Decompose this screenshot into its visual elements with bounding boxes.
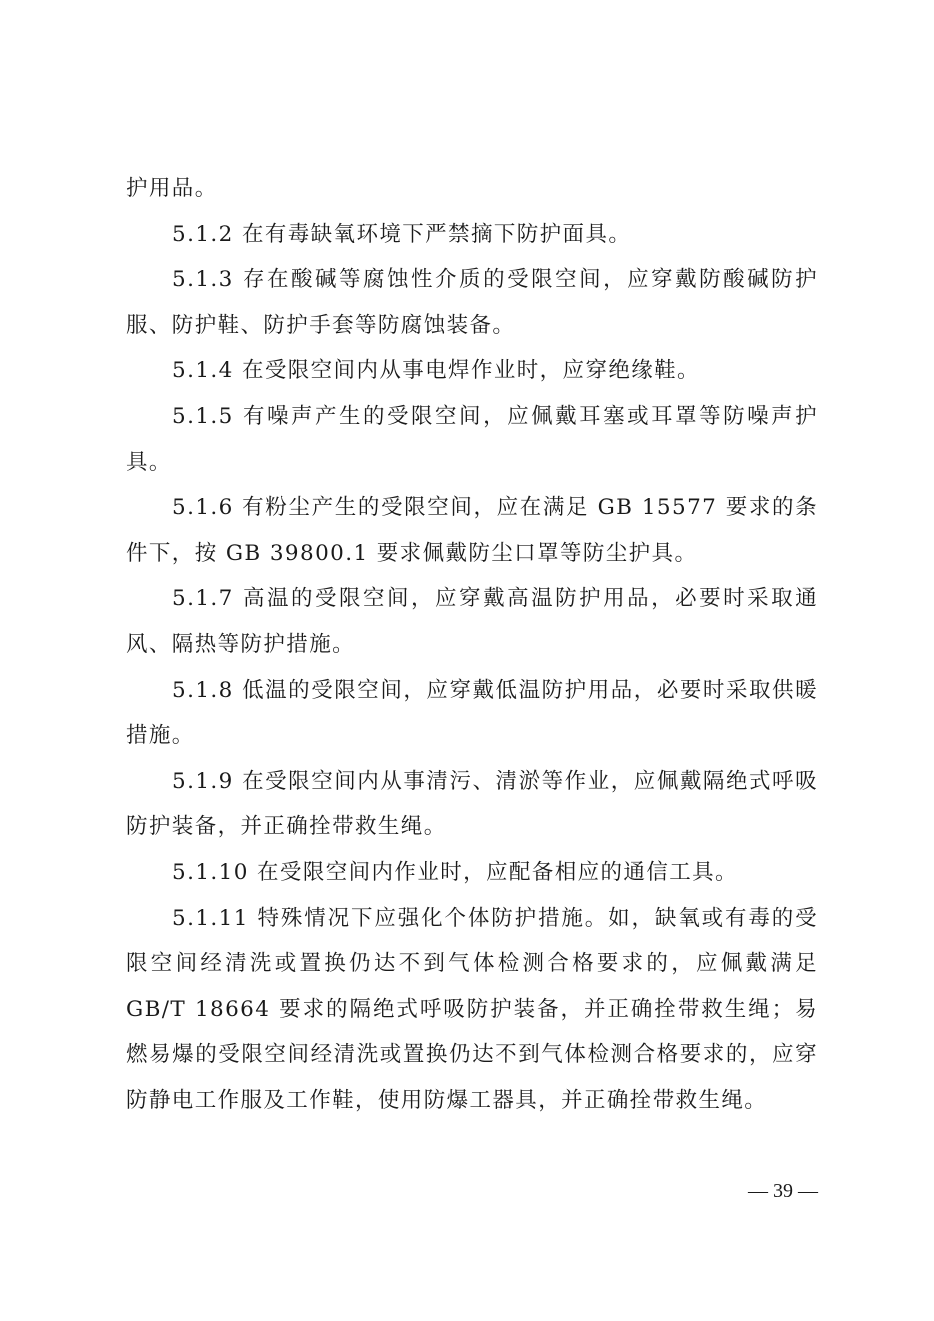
paragraph-continuation: 护用品。 xyxy=(126,176,218,201)
clause-5-1-3: 5.1.3 存在酸碱等腐蚀性介质的受限空间，应穿戴防酸碱防护服、防护鞋、防护手套等防腐蚀装备。 xyxy=(126,267,818,338)
clause-5-1-8: 5.1.8 低温的受限空间，应穿戴低温防护用品，必要时采取供暖措施。 xyxy=(126,677,818,749)
clause-5-1-11: 5.1.11 特殊情况下应强化个体防护措施。如，缺氧或有毒的受限空间经清洗或置换仍达不到气体检测合格要求的，应佩戴满足 GB/T 18664 要求的隔绝式呼吸防护装备，并正确拴带救生绳；易燃易爆的受限空间经清洗或置换仍达不到气体检测合格要求的，应穿防静电工作服及工作鞋，使用防爆工器具，并正确拴带救生绳。 xyxy=(126,905,818,1113)
clause-5-1-6: 5.1.6 有粉尘产生的受限空间，应在满足 GB 15577 要求的条件下，按 GB 39800.1 要求佩戴防尘口罩等防尘护具。 xyxy=(126,495,818,566)
document-body xyxy=(126,166,818,1123)
clause-5-1-7: 5.1.7 高温的受限空间，应穿戴高温防护用品，必要时采取通风、隔热等防护措施。 xyxy=(126,586,818,657)
clause-5-1-4: 5.1.4 在受限空间内从事电焊作业时，应穿绝缘鞋。 xyxy=(172,358,700,384)
clause-5-1-5: 5.1.5 有噪声产生的受限空间，应佩戴耳塞或耳罩等防噪声护具。 xyxy=(126,403,818,475)
clause-5-1-10: 5.1.10 在受限空间内作业时，应配备相应的通信工具。 xyxy=(172,859,738,885)
clause-5-1-9: 5.1.9 在受限空间内从事清污、清淤等作业，应佩戴隔绝式呼吸防护装备，并正确拴带救生绳。 xyxy=(126,768,818,840)
clause-5-1-2: 5.1.2 在有毒缺氧环境下严禁摘下防护面具。 xyxy=(172,221,632,247)
page-number: — 39 — xyxy=(748,1180,818,1202)
